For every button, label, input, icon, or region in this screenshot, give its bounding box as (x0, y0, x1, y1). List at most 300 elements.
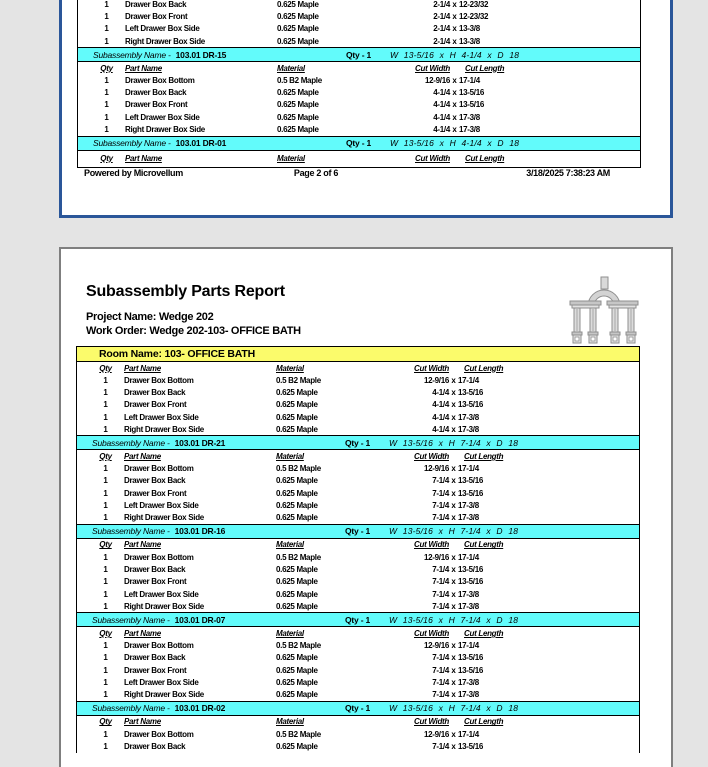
qty-cell: 1 (103, 729, 108, 739)
part-name-cell: Drawer Box Front (125, 100, 188, 110)
cut-width-header: Cut Width (415, 63, 450, 73)
cut-length-cell: 13-3/8 (459, 24, 480, 34)
qty-cell: 1 (104, 100, 109, 110)
part-row (77, 728, 639, 740)
cut-size-separator: x (451, 665, 456, 675)
part-name-cell: Drawer Box Front (124, 488, 187, 498)
report-title: Subassembly Parts Report (86, 283, 285, 300)
material-cell: 0.625 Maple (277, 36, 319, 46)
qty-cell: 1 (103, 690, 108, 700)
cut-size-separator: x (452, 11, 457, 21)
material-header: Material (277, 63, 305, 73)
cut-length-cell: 17-1/4 (458, 641, 479, 651)
qty-cell: 1 (103, 564, 108, 574)
material-cell: 0.625 Maple (276, 476, 318, 486)
cut-width-cell: 4-1/4 (433, 100, 450, 110)
cut-length-cell: 13-5/16 (458, 665, 484, 675)
column-header-row (77, 716, 639, 728)
subassembly-id: 103.01 DR-16 (174, 526, 226, 537)
cut-width-cell: 12-9/16 (424, 75, 450, 85)
part-name-cell: Right Drawer Box Side (124, 601, 204, 611)
material-cell: 0.625 Maple (277, 125, 319, 135)
part-row (78, 86, 640, 98)
part-name-cell: Right Drawer Box Side (125, 125, 205, 135)
cut-size-separator: x (452, 36, 457, 46)
subassembly-band (77, 524, 639, 539)
material-header: Material (277, 153, 305, 163)
arch-columns-logo-icon (568, 276, 640, 344)
part-name-cell: Drawer Box Back (125, 0, 187, 9)
part-row (78, 23, 640, 35)
part-row (77, 475, 639, 487)
subassembly-dimensions: W 13-5/16 x H 4-1/4 x D 18 (390, 138, 520, 149)
part-row (78, 74, 640, 86)
subassembly-qty: Qty - 1 (345, 614, 371, 625)
subassembly-id: 103.01 DR-07 (174, 614, 226, 625)
cut-width-cell: 7-1/4 (432, 601, 449, 611)
cut-width-cell: 12-9/16 (423, 729, 449, 739)
cut-size-separator: x (451, 690, 456, 700)
cut-length-header: Cut Length (465, 153, 505, 163)
cut-length-header: Cut Length (464, 717, 504, 727)
cut-width-cell: 7-1/4 (432, 690, 449, 700)
part-name-cell: Drawer Box Back (124, 564, 186, 574)
cut-width-cell: 12-9/16 (423, 464, 449, 474)
cut-size-separator: x (451, 387, 456, 397)
part-name-header: Part Name (124, 540, 161, 550)
subassembly-label: Subassembly Name - (93, 138, 171, 149)
cut-length-header: Cut Length (464, 363, 504, 373)
cut-size-separator: x (452, 112, 457, 122)
cut-width-header: Cut Width (414, 363, 449, 373)
qty-cell: 1 (103, 653, 108, 663)
qty-header: Qty (99, 717, 112, 727)
part-name-cell: Right Drawer Box Side (124, 513, 204, 523)
cut-width-cell: 7-1/4 (432, 653, 449, 663)
cut-width-cell: 4-1/4 (433, 125, 450, 135)
part-name-cell: Right Drawer Box Side (124, 424, 204, 434)
cut-length-cell: 13-5/16 (458, 387, 484, 397)
qty-cell: 1 (103, 488, 108, 498)
cut-width-header: Cut Width (415, 153, 450, 163)
material-header: Material (276, 540, 304, 550)
part-name-header: Part Name (124, 451, 161, 461)
part-row (78, 35, 640, 47)
cut-length-cell: 17-3/8 (458, 690, 479, 700)
report-page-3 (59, 247, 673, 767)
cut-width-cell: 4-1/4 (432, 412, 449, 422)
cut-width-cell: 2-1/4 (433, 0, 450, 9)
cut-length-cell: 17-3/8 (458, 424, 479, 434)
cut-length-cell: 17-3/8 (458, 412, 479, 422)
subassembly-dimensions: W 13-5/16 x H 7-1/4 x D 18 (389, 526, 519, 537)
parts-table (77, 0, 641, 168)
material-cell: 0.625 Maple (276, 677, 318, 687)
material-header: Material (276, 628, 304, 638)
material-cell: 0.625 Maple (276, 601, 318, 611)
cut-width-cell: 7-1/4 (432, 677, 449, 687)
qty-cell: 1 (103, 641, 108, 651)
cut-size-separator: x (451, 375, 456, 385)
cut-width-cell: 12-9/16 (423, 375, 449, 385)
subassembly-qty: Qty - 1 (346, 138, 372, 149)
subassembly-label: Subassembly Name - (92, 703, 170, 714)
cut-length-cell: 17-1/4 (458, 729, 479, 739)
cut-size-separator: x (451, 677, 456, 687)
cut-size-separator: x (452, 75, 457, 85)
cut-width-cell: 4-1/4 (433, 112, 450, 122)
cut-length-cell: 13-5/16 (458, 741, 484, 751)
parts-table (76, 362, 640, 753)
cut-length-cell: 13-5/16 (458, 488, 484, 498)
qty-header: Qty (99, 363, 112, 373)
report-page-2 (59, 0, 673, 218)
cut-size-separator: x (451, 601, 456, 611)
part-row (77, 588, 639, 600)
cut-width-cell: 7-1/4 (432, 513, 449, 523)
cut-width-cell: 7-1/4 (432, 577, 449, 587)
column-header-row (78, 62, 640, 74)
cut-length-cell: 17-3/8 (458, 589, 479, 599)
part-row (78, 10, 640, 22)
qty-cell: 1 (103, 677, 108, 687)
material-cell: 0.625 Maple (276, 653, 318, 663)
part-row (77, 374, 639, 386)
cut-width-cell: 4-1/4 (432, 424, 449, 434)
part-name-cell: Drawer Box Front (124, 665, 187, 675)
cut-width-cell: 4-1/4 (432, 387, 449, 397)
subassembly-band (78, 136, 640, 151)
cut-size-separator: x (452, 125, 457, 135)
subassembly-label: Subassembly Name - (92, 437, 170, 448)
part-name-header: Part Name (125, 63, 162, 73)
cut-size-separator: x (451, 653, 456, 663)
material-header: Material (276, 717, 304, 727)
work-order-line: Work Order: Wedge 202-103- OFFICE BATH (86, 325, 301, 337)
cut-length-header: Cut Length (465, 63, 505, 73)
part-name-cell: Right Drawer Box Side (125, 36, 205, 46)
part-name-cell: Drawer Box Back (124, 741, 186, 751)
material-cell: 0.5 B2 Maple (277, 75, 322, 85)
cut-size-separator: x (451, 564, 456, 574)
qty-cell: 1 (104, 36, 109, 46)
part-row (77, 652, 639, 664)
column-header-row (77, 539, 639, 551)
cut-width-header: Cut Width (414, 717, 449, 727)
cut-length-cell: 13-5/16 (458, 476, 484, 486)
material-cell: 0.625 Maple (277, 88, 319, 98)
part-name-cell: Left Drawer Box Side (124, 589, 199, 599)
part-name-cell: Drawer Box Bottom (124, 729, 194, 739)
material-cell: 0.625 Maple (276, 564, 318, 574)
subassembly-dimensions: W 13-5/16 x H 4-1/4 x D 18 (390, 49, 520, 60)
part-row (77, 576, 639, 588)
part-name-cell: Drawer Box Back (124, 653, 186, 663)
cut-width-cell: 7-1/4 (432, 488, 449, 498)
qty-cell: 1 (103, 665, 108, 675)
cut-length-cell: 13-5/16 (458, 653, 484, 663)
subassembly-qty: Qty - 1 (345, 526, 371, 537)
page-footer (62, 168, 670, 182)
cut-width-cell: 2-1/4 (433, 36, 450, 46)
qty-cell: 1 (104, 75, 109, 85)
material-cell: 0.625 Maple (277, 112, 319, 122)
subassembly-dimensions: W 13-5/16 x H 7-1/4 x D 18 (389, 703, 519, 714)
qty-cell: 1 (103, 464, 108, 474)
qty-header: Qty (99, 628, 112, 638)
cut-length-cell: 13-5/16 (458, 564, 484, 574)
qty-header: Qty (100, 153, 113, 163)
subassembly-label: Subassembly Name - (92, 526, 170, 537)
footer-timestamp: 3/18/2025 7:38:23 AM (526, 168, 610, 178)
part-row (78, 123, 640, 135)
part-name-cell: Drawer Box Back (125, 88, 187, 98)
material-cell: 0.625 Maple (276, 424, 318, 434)
part-name-cell: Drawer Box Back (124, 476, 186, 486)
cut-size-separator: x (451, 501, 456, 511)
subassembly-band (78, 47, 640, 62)
qty-cell: 1 (104, 112, 109, 122)
part-row (77, 600, 639, 612)
cut-size-separator: x (451, 464, 456, 474)
cut-length-cell: 17-1/4 (459, 75, 480, 85)
cut-length-cell: 17-1/4 (458, 464, 479, 474)
material-cell: 0.625 Maple (277, 0, 319, 9)
qty-cell: 1 (104, 0, 109, 9)
material-cell: 0.625 Maple (276, 387, 318, 397)
qty-cell: 1 (103, 601, 108, 611)
material-cell: 0.5 B2 Maple (276, 375, 321, 385)
qty-header: Qty (99, 540, 112, 550)
subassembly-qty: Qty - 1 (345, 437, 371, 448)
cut-length-cell: 17-3/8 (458, 501, 479, 511)
cut-length-cell: 17-1/4 (458, 375, 479, 385)
part-name-cell: Left Drawer Box Side (124, 677, 199, 687)
part-row (78, 99, 640, 111)
cut-size-separator: x (451, 513, 456, 523)
qty-cell: 1 (104, 125, 109, 135)
cut-width-cell: 12-9/16 (423, 641, 449, 651)
part-row (77, 512, 639, 524)
part-name-cell: Drawer Box Bottom (124, 464, 194, 474)
cut-size-separator: x (451, 412, 456, 422)
qty-cell: 1 (103, 513, 108, 523)
part-name-cell: Drawer Box Front (124, 577, 187, 587)
qty-header: Qty (99, 451, 112, 461)
material-header: Material (276, 363, 304, 373)
part-name-cell: Left Drawer Box Side (125, 24, 200, 34)
qty-cell: 1 (103, 387, 108, 397)
qty-cell: 1 (103, 412, 108, 422)
part-row (77, 551, 639, 563)
cut-width-header: Cut Width (414, 628, 449, 638)
cut-length-cell: 13-5/16 (459, 100, 485, 110)
cut-width-cell: 7-1/4 (432, 741, 449, 751)
column-header-row (77, 627, 639, 639)
qty-cell: 1 (103, 424, 108, 434)
part-row (77, 386, 639, 398)
cut-width-cell: 12-9/16 (423, 552, 449, 562)
qty-header: Qty (100, 63, 113, 73)
subassembly-band (77, 435, 639, 450)
subassembly-qty: Qty - 1 (345, 703, 371, 714)
part-name-header: Part Name (124, 717, 161, 727)
material-cell: 0.625 Maple (277, 100, 319, 110)
cut-width-header: Cut Width (414, 540, 449, 550)
cut-size-separator: x (452, 88, 457, 98)
part-row (77, 740, 639, 752)
part-row (77, 563, 639, 575)
cut-length-cell: 12-23/32 (459, 11, 489, 21)
qty-cell: 1 (103, 577, 108, 587)
cut-length-cell: 17-3/8 (458, 677, 479, 687)
cut-length-cell: 13-5/16 (458, 577, 484, 587)
cut-width-cell: 2-1/4 (433, 24, 450, 34)
cut-length-header: Cut Length (464, 628, 504, 638)
part-name-cell: Drawer Box Bottom (124, 641, 194, 651)
material-header: Material (276, 451, 304, 461)
part-name-header: Part Name (125, 153, 162, 163)
cut-length-cell: 17-1/4 (458, 552, 479, 562)
column-header-row (78, 151, 640, 167)
part-name-cell: Drawer Box Front (125, 11, 188, 21)
subassembly-dimensions: W 13-5/16 x H 7-1/4 x D 18 (389, 437, 519, 448)
qty-cell: 1 (103, 476, 108, 486)
room-name-banner: Room Name: 103- OFFICE BATH (76, 346, 640, 362)
subassembly-label: Subassembly Name - (93, 49, 171, 60)
material-cell: 0.625 Maple (277, 24, 319, 34)
material-cell: 0.5 B2 Maple (276, 729, 321, 739)
qty-cell: 1 (103, 375, 108, 385)
cut-length-cell: 12-23/32 (459, 0, 489, 9)
part-name-header: Part Name (124, 628, 161, 638)
material-cell: 0.625 Maple (276, 690, 318, 700)
qty-cell: 1 (103, 589, 108, 599)
cut-width-header: Cut Width (414, 451, 449, 461)
qty-cell: 1 (104, 88, 109, 98)
part-name-header: Part Name (124, 363, 161, 373)
cut-width-cell: 4-1/4 (433, 88, 450, 98)
qty-cell: 1 (103, 400, 108, 410)
material-cell: 0.5 B2 Maple (276, 641, 321, 651)
cut-size-separator: x (451, 476, 456, 486)
column-header-row (77, 362, 639, 374)
material-cell: 0.625 Maple (276, 589, 318, 599)
material-cell: 0.625 Maple (276, 400, 318, 410)
footer-powered-by: Powered by Microvellum (84, 168, 183, 178)
footer-page-number: Page 2 of 6 (293, 168, 339, 178)
material-cell: 0.5 B2 Maple (276, 552, 321, 562)
cut-length-cell: 17-3/8 (459, 125, 480, 135)
cut-length-cell: 13-5/16 (458, 400, 484, 410)
part-name-cell: Drawer Box Back (124, 387, 186, 397)
cut-length-header: Cut Length (464, 540, 504, 550)
cut-width-cell: 7-1/4 (432, 501, 449, 511)
subassembly-id: 103.01 DR-21 (174, 437, 226, 448)
part-row (77, 462, 639, 474)
cut-size-separator: x (451, 424, 456, 434)
cut-size-separator: x (451, 641, 456, 651)
cut-size-separator: x (451, 741, 456, 751)
material-cell: 0.625 Maple (277, 11, 319, 21)
qty-cell: 1 (103, 741, 108, 751)
subassembly-id: 103.01 DR-15 (175, 49, 227, 60)
cut-length-cell: 17-3/8 (458, 601, 479, 611)
part-name-cell: Left Drawer Box Side (124, 412, 199, 422)
material-cell: 0.625 Maple (276, 577, 318, 587)
cut-width-cell: 7-1/4 (432, 665, 449, 675)
material-cell: 0.625 Maple (276, 665, 318, 675)
material-cell: 0.5 B2 Maple (276, 464, 321, 474)
part-name-cell: Drawer Box Front (124, 400, 187, 410)
part-name-cell: Left Drawer Box Side (125, 112, 200, 122)
part-name-cell: Drawer Box Bottom (124, 375, 194, 385)
subassembly-label: Subassembly Name - (92, 614, 170, 625)
qty-cell: 1 (104, 11, 109, 21)
cut-size-separator: x (451, 729, 456, 739)
cut-length-cell: 13-5/16 (459, 88, 485, 98)
part-name-cell: Drawer Box Bottom (124, 552, 194, 562)
project-name-line: Project Name: Wedge 202 (86, 311, 214, 323)
part-row (78, 0, 640, 10)
subassembly-band (77, 701, 639, 716)
material-cell: 0.625 Maple (276, 501, 318, 511)
part-row (77, 499, 639, 511)
cut-size-separator: x (451, 488, 456, 498)
part-row (78, 111, 640, 123)
subassembly-dimensions: W 13-5/16 x H 7-1/4 x D 18 (389, 614, 519, 625)
cut-size-separator: x (452, 0, 457, 9)
subassembly-id: 103.01 DR-01 (175, 138, 227, 149)
cut-width-cell: 4-1/4 (432, 400, 449, 410)
material-cell: 0.625 Maple (276, 488, 318, 498)
qty-cell: 1 (103, 552, 108, 562)
qty-cell: 1 (103, 501, 108, 511)
part-row (77, 423, 639, 435)
part-row (77, 676, 639, 688)
part-row (77, 399, 639, 411)
cut-width-cell: 2-1/4 (433, 11, 450, 21)
material-cell: 0.625 Maple (276, 412, 318, 422)
cut-length-header: Cut Length (464, 451, 504, 461)
subassembly-band (77, 612, 639, 627)
part-row (77, 639, 639, 651)
part-row (77, 689, 639, 701)
cut-width-cell: 7-1/4 (432, 589, 449, 599)
cut-length-cell: 17-3/8 (458, 513, 479, 523)
cut-width-cell: 7-1/4 (432, 564, 449, 574)
cut-length-cell: 17-3/8 (459, 112, 480, 122)
cut-width-cell: 7-1/4 (432, 476, 449, 486)
subassembly-id: 103.01 DR-02 (174, 703, 226, 714)
qty-cell: 1 (104, 24, 109, 34)
cut-size-separator: x (452, 100, 457, 110)
part-row (77, 664, 639, 676)
part-name-cell: Right Drawer Box Side (124, 690, 204, 700)
cut-size-separator: x (451, 400, 456, 410)
cut-size-separator: x (451, 577, 456, 587)
material-cell: 0.625 Maple (276, 741, 318, 751)
part-row (77, 487, 639, 499)
cut-size-separator: x (451, 589, 456, 599)
subassembly-qty: Qty - 1 (346, 49, 372, 60)
part-name-cell: Left Drawer Box Side (124, 501, 199, 511)
material-cell: 0.625 Maple (276, 513, 318, 523)
part-name-cell: Drawer Box Bottom (125, 75, 195, 85)
cut-size-separator: x (452, 24, 457, 34)
part-row (77, 411, 639, 423)
column-header-row (77, 450, 639, 462)
